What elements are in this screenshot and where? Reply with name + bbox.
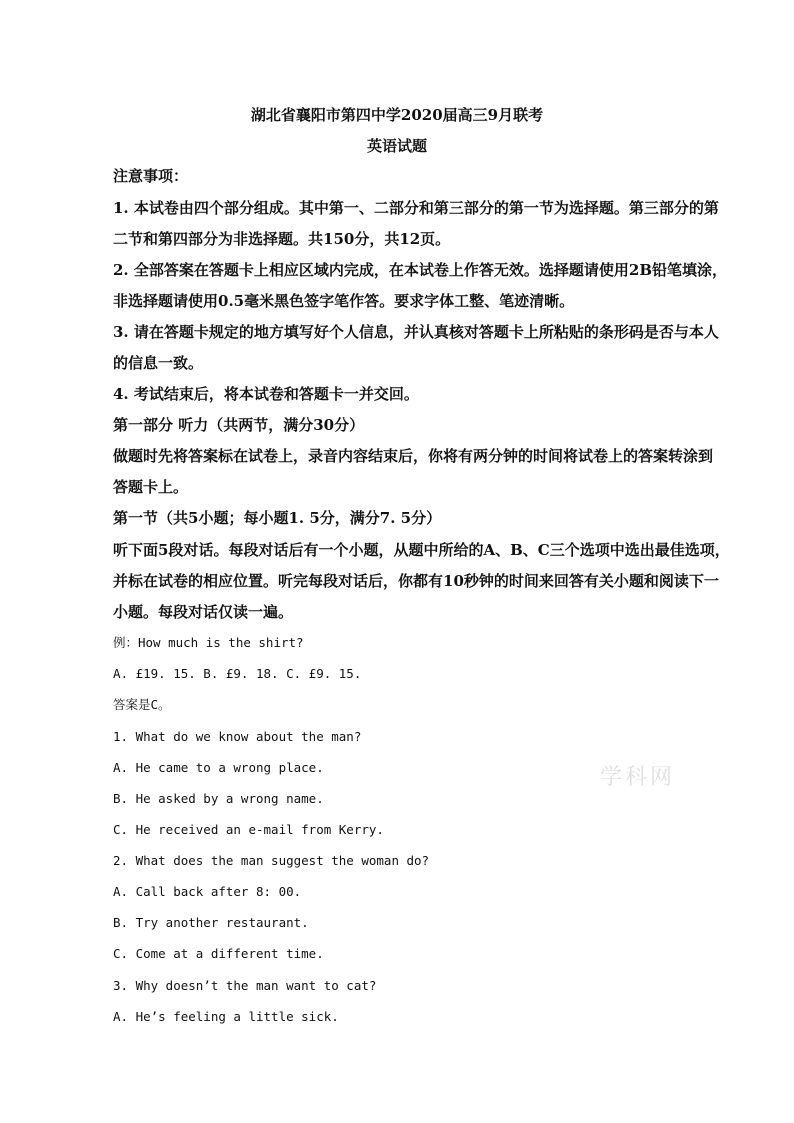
question-3-stem: 3. Why doesn’t the man want to cat?	[113, 978, 377, 993]
question-2-option-a: A. Call back after 8: 00.	[113, 884, 302, 899]
question-3-option-a: A. He’s feeling a little sick.	[113, 1009, 339, 1024]
part1-intro-line-2: 答题卡上。	[113, 478, 189, 496]
part1-heading: 第一部分 听力（共两节，满分30分）	[113, 416, 365, 434]
question-2-option-c: C. Come at a different time.	[113, 946, 324, 961]
section1-instructions-line-3: 小题。每段对话仅读一遍。	[113, 603, 294, 621]
exam-title: 湖北省襄阳市第四中学2020届高三9月联考	[250, 106, 544, 124]
part1-intro-line-1: 做题时先将答案标在试卷上，录音内容结束后，你将有两分钟的时间将试卷上的答案转涂到	[113, 447, 714, 465]
notice-item-2-line-1: 2. 全部答案在答题卡上相应区域内完成，在本试卷上作答无效。选择题请使用2B铅笔填涂，	[113, 261, 728, 279]
notice-item-3-line-2: 的信息一致。	[113, 354, 204, 372]
question-1-option-a: A. He came to a wrong place.	[113, 760, 324, 775]
notice-heading: 注意事项：	[113, 167, 189, 185]
example-answer: 答案是C。	[113, 697, 171, 712]
notice-item-1-line-1: 1. 本试卷由四个部分组成。其中第一、二部分和第三部分的第一节为选择题。第三部分的第	[113, 199, 719, 217]
question-1-option-c: C. He received an e-mail from Kerry.	[113, 822, 384, 837]
exam-subtitle: 英语试题	[366, 137, 427, 155]
notice-item-4: 4. 考试结束后，将本试卷和答题卡一并交回。	[113, 385, 419, 403]
question-1-option-b: B. He asked by a wrong name.	[113, 791, 324, 806]
example-options: A. £19. 15. B. £9. 18. C. £9. 15.	[113, 666, 362, 681]
watermark-logo	[600, 760, 675, 791]
notice-item-1-line-2: 二节和第四部分为非选择题。共150分，共12页。	[113, 230, 451, 248]
notice-item-2-line-2: 非选择题请使用0.5毫米黑色签字笔作答。要求字体工整、笔迹清晰。	[113, 292, 575, 310]
section1-instructions-line-2: 并标在试卷的相应位置。听完每段对话后，你都有10秒钟的时间来回答有关小题和阅读下一	[113, 572, 719, 590]
section1-instructions-line-1: 听下面5段对话。每段对话后有一个小题，从题中所给的A、B、C三个选项中选出最佳选项，	[113, 541, 730, 559]
question-2-option-b: B. Try another restaurant.	[113, 915, 309, 930]
section1-heading: 第一节（共5小题；每小题1. 5分，满分7. 5分）	[113, 509, 442, 527]
notice-item-3-line-1: 3. 请在答题卡规定的地方填写好个人信息，并认真核对答题卡上所粘贴的条形码是否与本人	[113, 323, 719, 341]
example-question: 例：How much is the shirt?	[113, 635, 304, 650]
watermark-text: 学科网	[600, 765, 676, 790]
question-2-stem: 2. What does the man suggest the woman do?	[113, 853, 430, 868]
question-1-stem: 1. What do we know about the man?	[113, 729, 362, 744]
